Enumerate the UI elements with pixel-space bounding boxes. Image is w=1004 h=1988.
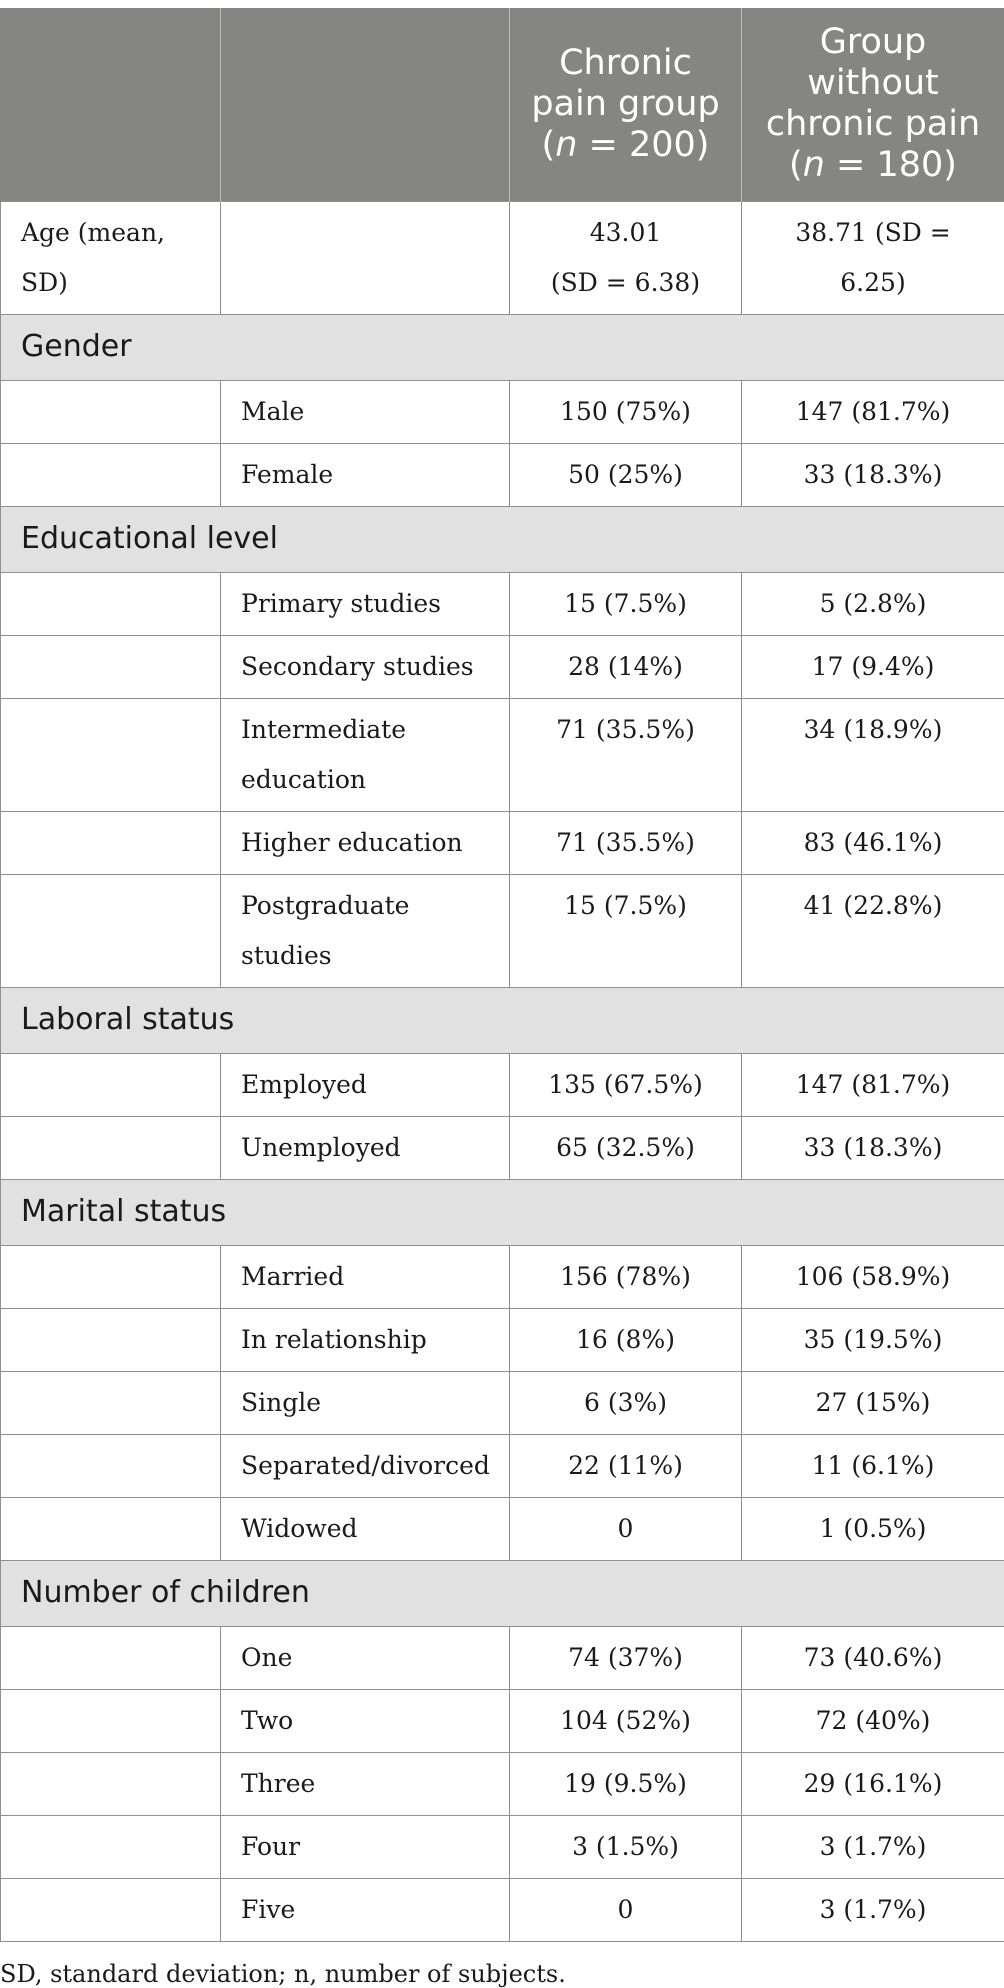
row-chronic-value: 6 (3%) — [510, 1371, 742, 1434]
row-category-label: Intermediate education — [221, 698, 510, 811]
row-empty-cell — [1, 811, 221, 874]
demographics-table — [0, 8, 1004, 1942]
row-category-label: Postgraduate studies — [221, 874, 510, 987]
row-category-label: Separated/divorced — [221, 1434, 510, 1497]
row-without-value: 33 (18.3%) — [742, 443, 1004, 506]
row-without-value: 35 (19.5%) — [742, 1308, 1004, 1371]
age-chronic-sd: (SD = 6.38) — [551, 268, 700, 297]
row-empty-cell — [1, 874, 221, 987]
header-empty-2 — [221, 8, 510, 201]
table-row — [1, 874, 1004, 987]
header-empty-1 — [1, 8, 221, 201]
header-chronic-n-value: = 200) — [577, 125, 709, 165]
row-without-value: 73 (40.6%) — [742, 1626, 1004, 1689]
row-empty-cell — [1, 1752, 221, 1815]
row-category-label: Four — [221, 1815, 510, 1878]
table-row — [1, 1689, 1004, 1752]
row-chronic-value: 3 (1.5%) — [510, 1815, 742, 1878]
table-row — [1, 1308, 1004, 1371]
header-without-line3: chronic pain — [766, 104, 980, 144]
section-row — [1, 1560, 1004, 1626]
row-chronic-value: 65 (32.5%) — [510, 1116, 742, 1179]
row-empty-cell — [1, 1434, 221, 1497]
row-without-value: 5 (2.8%) — [742, 572, 1004, 635]
row-category-label: Five — [221, 1878, 510, 1941]
row-category-label: Single — [221, 1371, 510, 1434]
table-row — [1, 443, 1004, 506]
row-chronic-value: 15 (7.5%) — [510, 874, 742, 987]
row-chronic-value: 135 (67.5%) — [510, 1053, 742, 1116]
row-category-label: Married — [221, 1245, 510, 1308]
row-empty-cell — [1, 1308, 221, 1371]
row-chronic-value: 22 (11%) — [510, 1434, 742, 1497]
row-without-value: 106 (58.9%) — [742, 1245, 1004, 1308]
age-sub-empty — [221, 201, 510, 314]
row-empty-cell — [1, 572, 221, 635]
row-without-value: 147 (81.7%) — [742, 1053, 1004, 1116]
row-category-label: Widowed — [221, 1497, 510, 1560]
header-chronic-n-open: ( — [542, 125, 556, 165]
table-row — [1, 1371, 1004, 1434]
row-chronic-value: 71 (35.5%) — [510, 811, 742, 874]
row-category-label: In relationship — [221, 1308, 510, 1371]
row-category-label: Secondary studies — [221, 635, 510, 698]
age-chronic-value — [510, 201, 742, 314]
header-row — [1, 8, 1004, 201]
row-without-value: 72 (40%) — [742, 1689, 1004, 1752]
row-empty-cell — [1, 1626, 221, 1689]
row-category-label: Unemployed — [221, 1116, 510, 1179]
section-row — [1, 506, 1004, 572]
row-category-label: One — [221, 1626, 510, 1689]
header-chronic-pain-group — [510, 8, 742, 201]
row-without-value: 41 (22.8%) — [742, 874, 1004, 987]
row-chronic-value: 71 (35.5%) — [510, 698, 742, 811]
table-row — [1, 635, 1004, 698]
row-category-label: Three — [221, 1752, 510, 1815]
header-chronic-line2: pain group — [531, 84, 719, 124]
row-empty-cell — [1, 443, 221, 506]
header-without-n-open: ( — [789, 145, 803, 185]
header-without-line2: without — [807, 63, 939, 103]
row-chronic-value: 28 (14%) — [510, 635, 742, 698]
section-title: Marital status — [1, 1179, 1004, 1245]
table-row — [1, 1434, 1004, 1497]
section-row — [1, 1179, 1004, 1245]
header-without-chronic-pain — [742, 8, 1004, 201]
age-chronic-mean: 43.01 — [590, 218, 662, 247]
row-chronic-value: 15 (7.5%) — [510, 572, 742, 635]
table-row — [1, 811, 1004, 874]
row-chronic-value: 0 — [510, 1497, 742, 1560]
row-without-value: 147 (81.7%) — [742, 380, 1004, 443]
row-category-label: Employed — [221, 1053, 510, 1116]
table-row — [1, 1497, 1004, 1560]
table-row — [1, 698, 1004, 811]
row-chronic-value: 0 — [510, 1878, 742, 1941]
row-without-value: 33 (18.3%) — [742, 1116, 1004, 1179]
table-row — [1, 1815, 1004, 1878]
row-empty-cell — [1, 380, 221, 443]
row-without-value: 27 (15%) — [742, 1371, 1004, 1434]
table-row — [1, 1878, 1004, 1941]
age-label: Age (mean, SD) — [1, 201, 221, 314]
row-category-label: Higher education — [221, 811, 510, 874]
row-without-value: 17 (9.4%) — [742, 635, 1004, 698]
header-chronic-line1: Chronic — [559, 43, 692, 83]
header-without-line1: Group — [820, 22, 927, 62]
row-empty-cell — [1, 1116, 221, 1179]
row-without-value: 3 (1.7%) — [742, 1815, 1004, 1878]
table-body — [1, 201, 1004, 1941]
header-without-n-letter: n — [803, 145, 825, 185]
row-chronic-value: 104 (52%) — [510, 1689, 742, 1752]
row-chronic-value: 74 (37%) — [510, 1626, 742, 1689]
section-row — [1, 314, 1004, 380]
header-chronic-n-letter: n — [555, 125, 577, 165]
age-row — [1, 201, 1004, 314]
section-row — [1, 987, 1004, 1053]
row-without-value: 1 (0.5%) — [742, 1497, 1004, 1560]
row-empty-cell — [1, 698, 221, 811]
table-row — [1, 1053, 1004, 1116]
age-without-value: 38.71 (SD = 6.25) — [742, 201, 1004, 314]
row-chronic-value: 150 (75%) — [510, 380, 742, 443]
row-chronic-value: 156 (78%) — [510, 1245, 742, 1308]
section-title: Laboral status — [1, 987, 1004, 1053]
row-chronic-value: 19 (9.5%) — [510, 1752, 742, 1815]
row-empty-cell — [1, 1689, 221, 1752]
row-chronic-value: 16 (8%) — [510, 1308, 742, 1371]
table-row — [1, 1245, 1004, 1308]
header-without-n-value: = 180) — [825, 145, 957, 185]
row-empty-cell — [1, 1497, 221, 1560]
table-row — [1, 380, 1004, 443]
section-title: Number of children — [1, 1560, 1004, 1626]
row-category-label: Female — [221, 443, 510, 506]
table-row — [1, 572, 1004, 635]
row-without-value: 83 (46.1%) — [742, 811, 1004, 874]
row-empty-cell — [1, 635, 221, 698]
section-title: Educational level — [1, 506, 1004, 572]
row-empty-cell — [1, 1815, 221, 1878]
row-empty-cell — [1, 1245, 221, 1308]
row-without-value: 29 (16.1%) — [742, 1752, 1004, 1815]
table-container — [0, 8, 1004, 1988]
row-category-label: Male — [221, 380, 510, 443]
row-category-label: Primary studies — [221, 572, 510, 635]
row-without-value: 3 (1.7%) — [742, 1878, 1004, 1941]
row-empty-cell — [1, 1371, 221, 1434]
table-row — [1, 1116, 1004, 1179]
row-empty-cell — [1, 1878, 221, 1941]
row-without-value: 34 (18.9%) — [742, 698, 1004, 811]
section-title: Gender — [1, 314, 1004, 380]
row-category-label: Two — [221, 1689, 510, 1752]
row-without-value: 11 (6.1%) — [742, 1434, 1004, 1497]
row-empty-cell — [1, 1053, 221, 1116]
table-footnote: SD, standard deviation; n, number of subjects. — [0, 1960, 1004, 1988]
table-row — [1, 1752, 1004, 1815]
table-row — [1, 1626, 1004, 1689]
row-chronic-value: 50 (25%) — [510, 443, 742, 506]
